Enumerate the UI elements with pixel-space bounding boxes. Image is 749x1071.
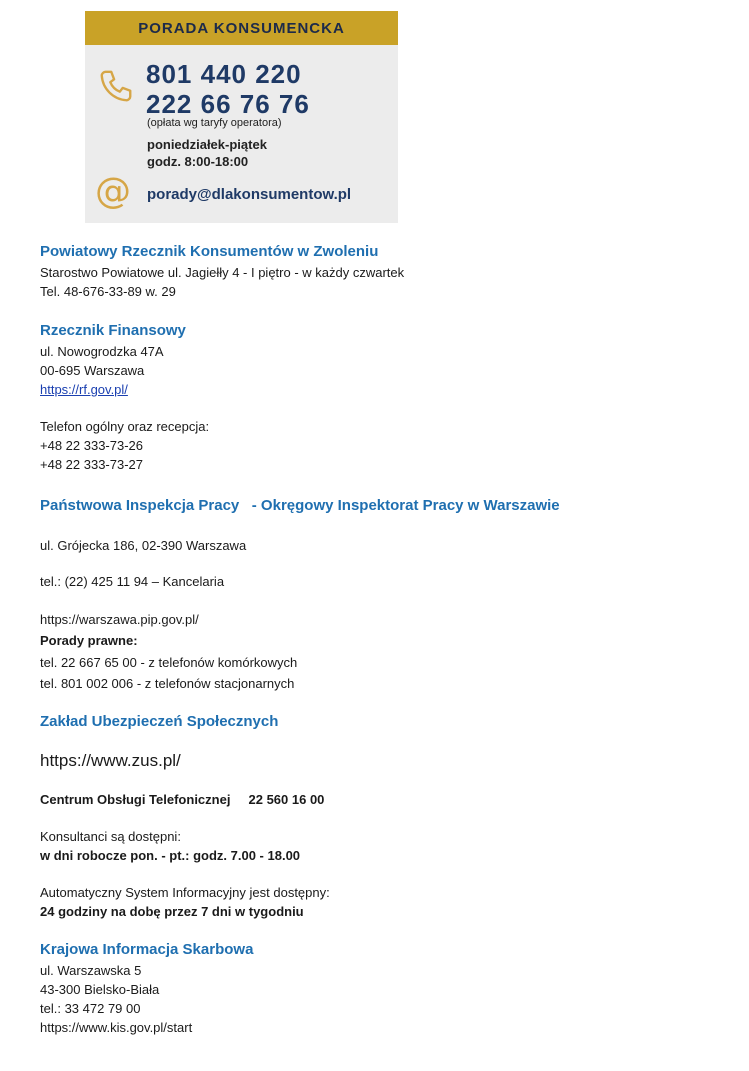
zus-auto-system-hours: 24 godziny na dobę przez 7 dni w tygodniu <box>40 904 304 919</box>
at-icon: @ <box>95 171 131 212</box>
heading-district-ombudsman: Powiatowy Rzecznik Konsumentów w Zwoleniu <box>40 243 379 260</box>
zus-consultants-label: Konsultanci są dostępni: <box>40 829 181 844</box>
heading-kis: Krajowa Informacja Skarbowa <box>40 941 254 958</box>
kis-street: ul. Warszawska 5 <box>40 963 142 978</box>
zus-consultants-hours: w dni robocze pon. - pt.: godz. 7.00 - 18.00 <box>40 848 301 863</box>
financial-ombudsman-link[interactable]: https://rf.gov.pl/ <box>40 382 128 397</box>
financial-ombudsman-city: 00-695 Warszawa <box>40 363 145 378</box>
kis-city: 43-300 Bielsko-Biała <box>40 982 160 997</box>
working-days: poniedziałek-piątek <box>147 137 267 152</box>
zus-call-center: Centrum Obsługi Telefonicznej 22 560 16 00 <box>40 792 325 807</box>
financial-ombudsman-phone-label: Telefon ogólny oraz recepcja: <box>40 419 210 434</box>
legal-advice-landline: tel. 801 002 006 - z telefonów stacjonarnych <box>40 676 295 691</box>
financial-ombudsman-phone-2: +48 22 333-73-27 <box>40 457 144 472</box>
heading-financial-ombudsman: Rzecznik Finansowy <box>40 322 186 339</box>
phone-number-1: 801 440 220 <box>146 59 302 89</box>
financial-ombudsman-street: ul. Nowogrodzka 47A <box>40 344 164 359</box>
zus-url[interactable]: https://www.zus.pl/ <box>40 751 181 770</box>
advice-email: porady@dlakonsumentow.pl <box>147 186 352 203</box>
heading-labour-inspection: Państwowa Inspekcja Pracy - Okręgowy Inspektorat Pracy w Warszawie <box>40 497 560 514</box>
phone-icon <box>97 67 135 105</box>
labour-inspection-address: ul. Grójecka 186, 02-390 Warszawa <box>40 538 247 553</box>
labour-inspection-url[interactable]: https://warszawa.pip.gov.pl/ <box>40 612 199 627</box>
district-ombudsman-phone: Tel. 48-676-33-89 w. 29 <box>40 284 176 299</box>
phone-number-2: 222 66 76 76 <box>146 89 310 119</box>
kis-url[interactable]: https://www.kis.gov.pl/start <box>40 1020 193 1035</box>
legal-advice-mobile: tel. 22 667 65 00 - z telefonów komórkowych <box>40 655 298 670</box>
financial-ombudsman-phone-1: +48 22 333-73-26 <box>40 438 144 453</box>
working-hours: godz. 8:00-18:00 <box>147 154 249 169</box>
consumer-advice-banner <box>85 11 398 223</box>
zus-auto-system-label: Automatyczny System Informacyjny jest dostępny: <box>40 885 330 900</box>
kis-phone: tel.: 33 472 79 00 <box>40 1001 141 1016</box>
heading-zus: Zakład Ubezpieczeń Społecznych <box>40 713 279 730</box>
labour-inspection-phone: tel.: (22) 425 11 94 – Kancelaria <box>40 574 225 589</box>
banner-title: PORADA KONSUMENCKA <box>85 11 398 45</box>
legal-advice-label: Porady prawne: <box>40 633 138 648</box>
district-ombudsman-address: Starostwo Powiatowe ul. Jagiełły 4 - I piętro - w każdy czwartek <box>40 265 405 280</box>
fee-note: (opłata wg taryfy operatora) <box>147 117 282 129</box>
